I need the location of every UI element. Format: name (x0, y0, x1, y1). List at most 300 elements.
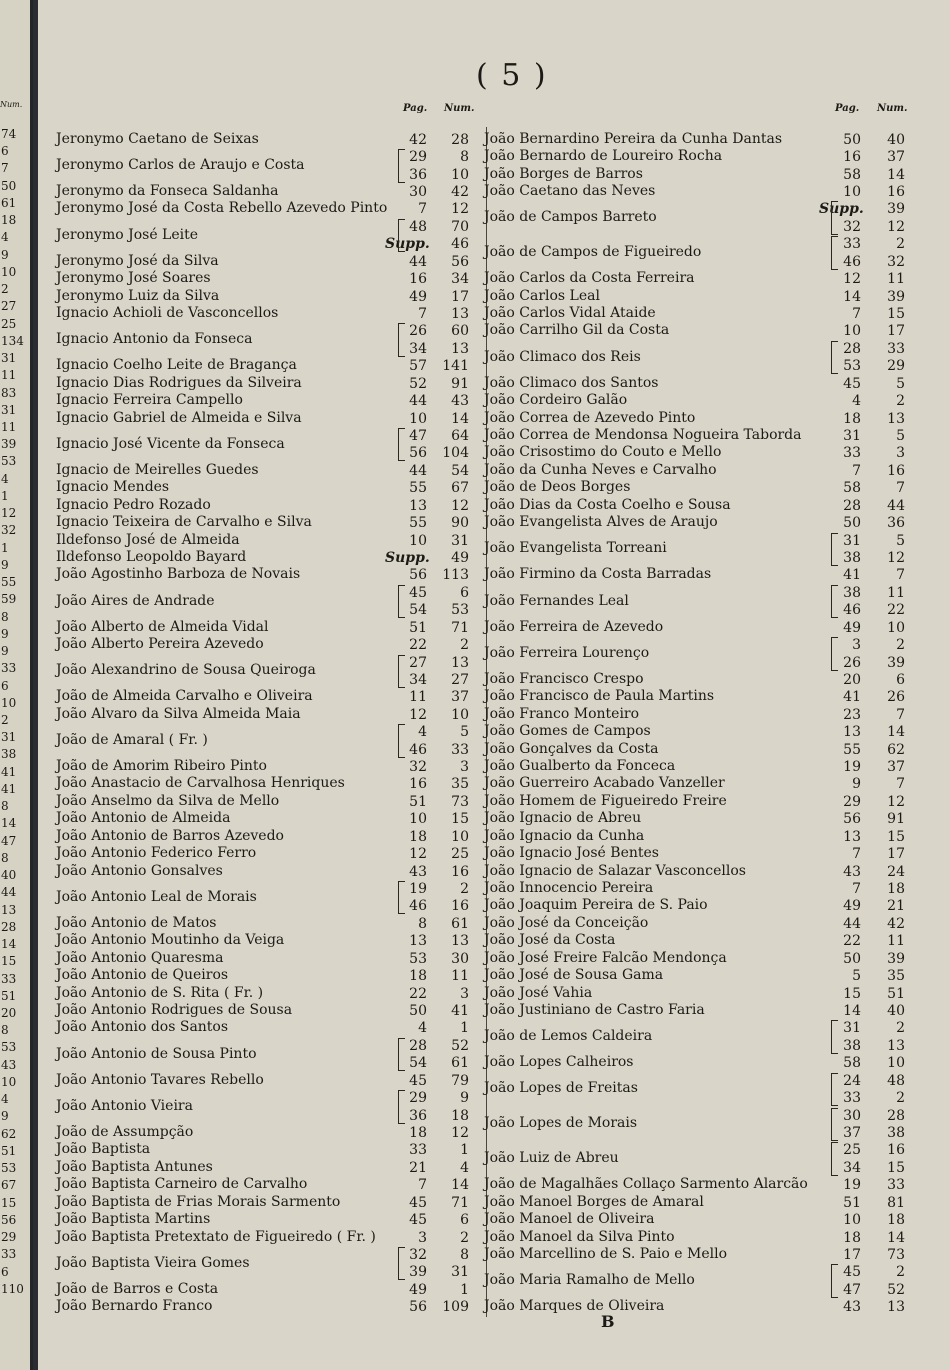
index-entry-name: Jeronymo José Soares (56, 270, 211, 287)
facing-page-number: 41 (1, 781, 17, 796)
index-entry-name: João Correa de Azevedo Pinto (484, 409, 696, 426)
page-ref: 33 (843, 236, 861, 253)
page-ref: 43 (843, 1299, 861, 1316)
bracket-mark (398, 1038, 405, 1071)
facing-page-number: 28 (1, 919, 17, 934)
index-entry-name: João de Magalhães Collaço Sarmento Alarcão (484, 1176, 808, 1193)
index-entry-name: João Caetano das Neves (484, 182, 656, 199)
entry-number: 8 (460, 1247, 469, 1263)
page-ref: 58 (843, 480, 861, 497)
entry-number: 28 (451, 131, 469, 148)
entry-number: 1 (460, 1020, 469, 1037)
facing-page-header: Num. (0, 100, 23, 109)
entry-number: 12 (887, 218, 905, 235)
entry-number: 33 (451, 741, 469, 758)
index-entry-name: João Carlos Leal (484, 287, 600, 304)
page-ref: 53 (409, 950, 427, 967)
entry-number: 6 (460, 1212, 469, 1229)
page-ref: 27 (409, 654, 427, 671)
page-ref: 7 (418, 201, 427, 218)
page-ref: 17 (843, 1247, 861, 1263)
entry-number: 2 (460, 881, 469, 898)
index-entry-name: João Baptista Antunes (56, 1158, 213, 1175)
facing-page-number: 14 (1, 816, 17, 831)
index-entry-name: Jeronymo José da Costa Rebello Azevedo Pinto (56, 200, 388, 217)
entry-number: 27 (451, 671, 469, 688)
right-pag-header: Pag. (835, 103, 860, 114)
entry-number: 2 (896, 1090, 905, 1107)
page-ref: 45 (409, 584, 427, 601)
index-entry-name: Ildefonso José de Almeida (56, 531, 240, 548)
page-ref: 7 (852, 846, 861, 863)
entry-number: 16 (451, 898, 469, 915)
entry-number: 13 (887, 1037, 905, 1054)
index-entry-name: João Bernardo de Loureiro Rocha (484, 148, 723, 165)
entry-number: 14 (887, 166, 905, 183)
bracket-mark (831, 1142, 838, 1175)
page-ref: 19 (843, 759, 861, 776)
index-entry-name: João Guerreiro Acabado Vanzeller (484, 775, 725, 792)
facing-page-number: 55 (1, 575, 17, 590)
entry-number: 10 (451, 166, 469, 183)
entry-number: 29 (887, 358, 905, 375)
index-entry-name: João Alberto Pereira Azevedo (56, 636, 264, 653)
page-ref: 56 (409, 445, 427, 462)
bracket-mark (831, 1073, 838, 1106)
page-ref: 36 (409, 1107, 427, 1124)
entry-number: 42 (887, 915, 905, 932)
entry-number: 91 (887, 811, 905, 828)
index-entry-name: João Francisco Crespo (484, 670, 644, 687)
facing-page-number: 9 (1, 626, 9, 641)
index-entry-name: João da Cunha Neves e Carvalho (484, 461, 717, 478)
bracket-mark (398, 149, 405, 182)
page-ref: 14 (843, 288, 861, 305)
page-ref: 51 (409, 793, 427, 810)
index-entry-name: João Alberto de Almeida Vidal (56, 618, 269, 635)
entry-number: 1 (460, 1281, 469, 1298)
page-ref: 44 (409, 462, 427, 479)
entry-number: 15 (887, 828, 905, 845)
page-ref: 12 (843, 271, 861, 288)
entry-number: 18 (887, 1212, 905, 1229)
page-ref: 50 (843, 131, 861, 148)
page-ref: 45 (409, 1212, 427, 1229)
page-ref: 52 (409, 375, 427, 392)
page-ref: 33 (843, 1090, 861, 1107)
entry-number: 2 (896, 1020, 905, 1037)
entry-number: 73 (887, 1247, 905, 1263)
page-ref: 28 (843, 497, 861, 514)
page-ref: 3 (418, 1229, 427, 1246)
page-ref: 7 (852, 881, 861, 898)
page-ref: 26 (409, 323, 427, 340)
signature-mark: B (601, 1312, 615, 1331)
facing-page-number: 15 (1, 954, 17, 969)
index-entry-name: João Bernardino Pereira da Cunha Dantas (484, 130, 783, 147)
page-ref: 7 (418, 305, 427, 322)
entry-number: 49 (451, 549, 469, 566)
facing-page-number: 33 (1, 1247, 17, 1262)
page-ref: 50 (843, 515, 861, 532)
entry-number: 71 (451, 619, 469, 636)
page-ref: 34 (843, 1159, 861, 1176)
entry-number: 5 (896, 427, 905, 444)
index-entry-name: João Luiz de Abreu (484, 1150, 619, 1167)
page-ref: 33 (843, 445, 861, 462)
bracket-mark (398, 655, 405, 688)
page-ref: 55 (409, 480, 427, 497)
facing-page-number: 7 (1, 161, 9, 176)
index-entry-name: João José Freire Falcão Mendonça (484, 949, 727, 966)
bracket-mark (398, 1090, 405, 1123)
entry-number: 4 (460, 1159, 469, 1176)
bracket-mark (831, 1020, 838, 1053)
entry-number: 16 (887, 183, 905, 200)
entry-number: 52 (451, 1037, 469, 1054)
entry-number: 2 (460, 1229, 469, 1246)
page-ref: 45 (409, 1194, 427, 1211)
entry-number: 3 (896, 445, 905, 462)
entry-number: 37 (887, 149, 905, 166)
entry-number: 18 (887, 881, 905, 898)
page-ref: 55 (843, 741, 861, 758)
index-entry-name: João Antonio Leal de Morais (56, 888, 257, 905)
page-ref: 18 (843, 410, 861, 427)
page-ref: 8 (418, 915, 427, 932)
page-ref: 32 (409, 1247, 427, 1263)
index-entry-name: João Ignacio de Abreu (484, 810, 642, 827)
facing-page-number: 25 (1, 316, 17, 331)
page-ref: 9 (852, 776, 861, 793)
facing-page-number: 20 (1, 1006, 17, 1020)
bracket-mark (831, 341, 838, 374)
facing-page-number: 8 (1, 850, 9, 865)
entry-number: 35 (887, 968, 905, 985)
index-entry-name: João Climaco dos Reis (484, 348, 641, 365)
entry-number: 3 (460, 985, 469, 1002)
entry-number: 9 (460, 1090, 469, 1107)
bracket-mark (831, 236, 838, 269)
page-ref: 45 (409, 1072, 427, 1089)
index-entry-name: João Dias da Costa Coelho e Sousa (484, 496, 731, 513)
page-ref: 41 (843, 567, 861, 584)
index-entry-name: Ignacio Achioli de Vasconcellos (56, 304, 279, 321)
index-entry-name: Ignacio Ferreira Campello (56, 392, 243, 409)
facing-page-number: 2 (1, 282, 9, 297)
page-ref: 56 (409, 567, 427, 584)
entry-number: 56 (451, 253, 469, 270)
index-entry-name: Ignacio Gabriel de Almeida e Silva (56, 409, 302, 426)
bracket-mark (831, 1108, 838, 1141)
page-ref: 56 (843, 811, 861, 828)
entry-number: 79 (451, 1072, 469, 1089)
page-ref: 13 (843, 828, 861, 845)
entry-number: 54 (451, 462, 469, 479)
page-ref: 36 (409, 166, 427, 183)
entry-number: 44 (887, 497, 905, 514)
facing-page-number: 53 (1, 454, 17, 469)
index-entry-name: João Antonio Rodrigues de Sousa (56, 1002, 293, 1019)
entry-number: 6 (460, 584, 469, 601)
entry-number: 22 (887, 602, 905, 619)
entry-number: 13 (887, 1299, 905, 1316)
index-entry-name: João Ignacio José Bentes (484, 845, 659, 862)
index-entry-name: João Ferreira Lourenço (484, 644, 650, 661)
page-ref: 32 (843, 218, 861, 235)
entry-number: 33 (887, 1177, 905, 1194)
page-ref: 10 (843, 323, 861, 340)
facing-page-number: 53 (1, 1040, 17, 1055)
facing-page-number: 14 (1, 937, 17, 952)
index-entry-name: João Gonçalves da Costa (484, 740, 659, 757)
facing-page-number: 50 (1, 178, 17, 193)
page-ref: 16 (843, 149, 861, 166)
facing-page-number: 13 (1, 902, 17, 917)
index-entry-name: Ignacio Antonio da Fonseca (56, 331, 253, 348)
entry-number: 14 (887, 724, 905, 741)
page-ref: 42 (409, 131, 427, 148)
page-ref: 10 (843, 183, 861, 200)
facing-page-number: 1 (1, 488, 9, 503)
index-entry-name: João Antonio de Queiros (56, 967, 229, 984)
index-entry-name: João Manoel da Silva Pinto (484, 1228, 675, 1245)
page-ref: 54 (409, 1055, 427, 1072)
index-entry-name: João Lopes de Morais (484, 1115, 638, 1132)
page-ref: 13 (409, 497, 427, 514)
index-entry-name: João José de Sousa Gama (484, 967, 664, 984)
page-ref: Supp. (819, 201, 864, 218)
page-ref: 43 (843, 863, 861, 880)
facing-page-number: 10 (1, 1074, 17, 1089)
facing-page-number: 41 (1, 764, 17, 779)
index-entry-name: João Antonio Gonsalves (56, 862, 223, 879)
facing-page-number: 9 (1, 557, 9, 572)
facing-page-number: 11 (1, 368, 17, 383)
facing-page-number: 12 (1, 506, 17, 521)
index-entry-name: João Gualberto da Fonceca (484, 758, 676, 775)
entry-number: 12 (887, 549, 905, 566)
bracket-mark (831, 201, 838, 234)
page-ref: 12 (409, 706, 427, 723)
index-entry-name: Ignacio Mendes (56, 479, 170, 496)
index-entry-name: João Maria Ramalho de Mello (484, 1272, 695, 1289)
right-num-header: Num. (877, 103, 908, 114)
entry-number: 61 (451, 915, 469, 932)
entry-number: 3 (460, 759, 469, 776)
index-entry-name: João Marques de Oliveira (484, 1298, 665, 1315)
facing-page-number: 2 (1, 713, 9, 727)
index-entry-name: João de Almeida Carvalho e Oliveira (56, 688, 313, 705)
page-ref: 20 (843, 671, 861, 688)
entry-number: 48 (887, 1072, 905, 1089)
entry-number: 2 (896, 637, 905, 654)
index-entry-name: João Bernardo Franco (56, 1298, 213, 1315)
index-entry-name: João Antonio de S. Rita ( Fr. ) (56, 984, 264, 1001)
entry-number: 12 (451, 201, 469, 218)
page-ref: 53 (843, 358, 861, 375)
entry-number: 32 (887, 253, 905, 270)
index-entry-name: João Justiniano de Castro Faria (484, 1002, 705, 1019)
facing-page-number: 43 (1, 1057, 17, 1072)
entry-number: 7 (896, 480, 905, 497)
entry-number: 10 (887, 619, 905, 636)
page-ref: 21 (409, 1159, 427, 1176)
entry-number: 15 (887, 305, 905, 322)
entry-number: 2 (460, 637, 469, 654)
index-entry-name: João Baptista de Frias Morais Sarmento (56, 1193, 341, 1210)
entry-number: 31 (451, 532, 469, 549)
entry-number: 41 (451, 1003, 469, 1020)
page-ref: 14 (843, 1003, 861, 1020)
entry-number: 33 (887, 340, 905, 357)
index-entry-name: João Gomes de Campos (484, 723, 651, 740)
facing-page-number: 31 (1, 351, 17, 366)
index-entry-name: João de Campos de Figueiredo (484, 243, 702, 260)
page-ref: 39 (409, 1264, 427, 1281)
page-ref: 26 (843, 654, 861, 671)
page-ref: 50 (843, 950, 861, 967)
index-entry-name: Ignacio Pedro Rozado (56, 496, 211, 513)
entry-number: 11 (887, 271, 905, 288)
page-ref: 18 (409, 1125, 427, 1142)
page-ref: 51 (409, 619, 427, 636)
index-entry-name: João Manoel de Oliveira (484, 1211, 655, 1228)
page-ref: 7 (418, 1177, 427, 1194)
facing-page-number: 27 (1, 299, 17, 314)
entry-number: 60 (451, 323, 469, 340)
index-entry-name: João de Amorim Ribeiro Pinto (56, 758, 267, 775)
page-ref: 30 (843, 1107, 861, 1124)
page-ref: 49 (843, 898, 861, 915)
page-ref: 48 (409, 218, 427, 235)
page-ref: 54 (409, 602, 427, 619)
index-entry-name: João Baptista Carneiro de Carvalho (56, 1176, 308, 1193)
facing-page-number: 6 (1, 678, 9, 693)
page-ref: 38 (843, 1037, 861, 1054)
page-ref: 16 (409, 776, 427, 793)
facing-page-number: 33 (1, 661, 17, 676)
entry-number: 14 (887, 1229, 905, 1246)
page-ref: 46 (409, 741, 427, 758)
facing-page-number: 47 (1, 833, 17, 848)
page-ref: 10 (409, 811, 427, 828)
page-ref: 45 (843, 1264, 861, 1281)
entry-number: 34 (451, 271, 469, 288)
entry-number: 15 (451, 811, 469, 828)
index-entry-name: João Baptista Martins (56, 1211, 211, 1228)
facing-page-number: 6 (1, 1264, 9, 1279)
index-entry-name: João de Amaral ( Fr. ) (56, 731, 208, 748)
entry-number: 64 (451, 427, 469, 444)
page-ref: 10 (409, 532, 427, 549)
page-ref: 28 (409, 1037, 427, 1054)
index-entry-name: João Manoel Borges de Amaral (484, 1193, 704, 1210)
page-ref: 46 (843, 253, 861, 270)
page-ref: 58 (843, 166, 861, 183)
index-entry-name: João Fernandes Leal (484, 592, 629, 609)
index-entry-name: João de Barros e Costa (56, 1280, 219, 1297)
entry-number: 39 (887, 654, 905, 671)
index-entry-name: João Antonio Tavares Rebello (56, 1071, 264, 1088)
facing-page-number: 74 (1, 127, 17, 141)
page-ref: 31 (843, 532, 861, 549)
page-ref: 44 (409, 253, 427, 270)
page-ref: 7 (852, 305, 861, 322)
entry-number: 2 (896, 1264, 905, 1281)
page-ref: 57 (409, 358, 427, 375)
entry-number: 36 (887, 515, 905, 532)
facing-page-number: 31 (1, 730, 17, 745)
index-entry-name: João Crisostimo do Couto e Mello (484, 444, 722, 461)
index-entry-name: João Antonio Federico Ferro (56, 845, 257, 862)
bracket-mark (831, 585, 838, 618)
index-entry-name: João José da Costa (484, 932, 616, 949)
index-entry-name: Jeronymo José Leite (56, 226, 199, 243)
facing-page-number: 59 (1, 592, 17, 607)
page-ref: 28 (843, 340, 861, 357)
page-ref: 49 (843, 619, 861, 636)
entry-number: 39 (887, 288, 905, 305)
page-ref: 37 (843, 1125, 861, 1142)
index-entry-name: João de Assumpção (56, 1124, 194, 1141)
entry-number: 51 (887, 985, 905, 1002)
entry-number: 81 (887, 1194, 905, 1211)
entry-number: 16 (887, 1142, 905, 1159)
entry-number: 5 (896, 532, 905, 549)
facing-page-number: 6 (1, 144, 9, 159)
facing-page-number: 31 (1, 402, 17, 417)
entry-number: 12 (887, 793, 905, 810)
facing-page-number: 9 (1, 1109, 9, 1124)
index-entry-name: João Alvaro da Silva Almeida Maia (56, 705, 301, 722)
entry-number: 73 (451, 793, 469, 810)
page-ref: 46 (843, 602, 861, 619)
page-ref: 19 (843, 1177, 861, 1194)
entry-number: 17 (451, 288, 469, 305)
index-entry-name: João Borges de Barros (484, 165, 643, 182)
facing-page-number: 67 (1, 1178, 17, 1193)
index-entry-name: João Antonio de Almeida (56, 810, 231, 827)
entry-number: 10 (887, 1055, 905, 1072)
index-entry-name: Jeronymo Luiz da Silva (56, 287, 220, 304)
left-num-header: Num. (444, 103, 475, 114)
entry-number: 40 (887, 131, 905, 148)
page-ref: 18 (409, 828, 427, 845)
index-entry-name: Ignacio de Meirelles Guedes (56, 461, 259, 478)
entry-number: 11 (887, 933, 905, 950)
page-ref: 10 (843, 1212, 861, 1229)
index-entry-name: Jeronymo Caetano de Seixas (56, 130, 259, 147)
bracket-mark (398, 881, 405, 914)
entry-number: 13 (451, 654, 469, 671)
index-entry-name: João Evangelista Alves de Araujo (484, 514, 718, 531)
bracket-mark (831, 1264, 838, 1297)
index-entry-name: João Ignacio da Cunha (484, 827, 645, 844)
entry-number: 26 (887, 689, 905, 706)
entry-number: 52 (887, 1281, 905, 1298)
index-entry-name: João Antonio Vieira (56, 1097, 193, 1114)
entry-number: 39 (887, 201, 905, 218)
index-entry-name: João Antonio de Barros Azevedo (56, 827, 284, 844)
page-ref: 10 (409, 410, 427, 427)
page-ref: 55 (409, 515, 427, 532)
index-entry-name: Ignacio Dias Rodrigues da Silveira (56, 374, 302, 391)
index-entry-name: João Alexandrino de Sousa Queiroga (56, 662, 316, 679)
facing-page-number: 10 (1, 695, 17, 710)
entry-number: 141 (442, 358, 469, 375)
entry-number: 70 (451, 218, 469, 235)
